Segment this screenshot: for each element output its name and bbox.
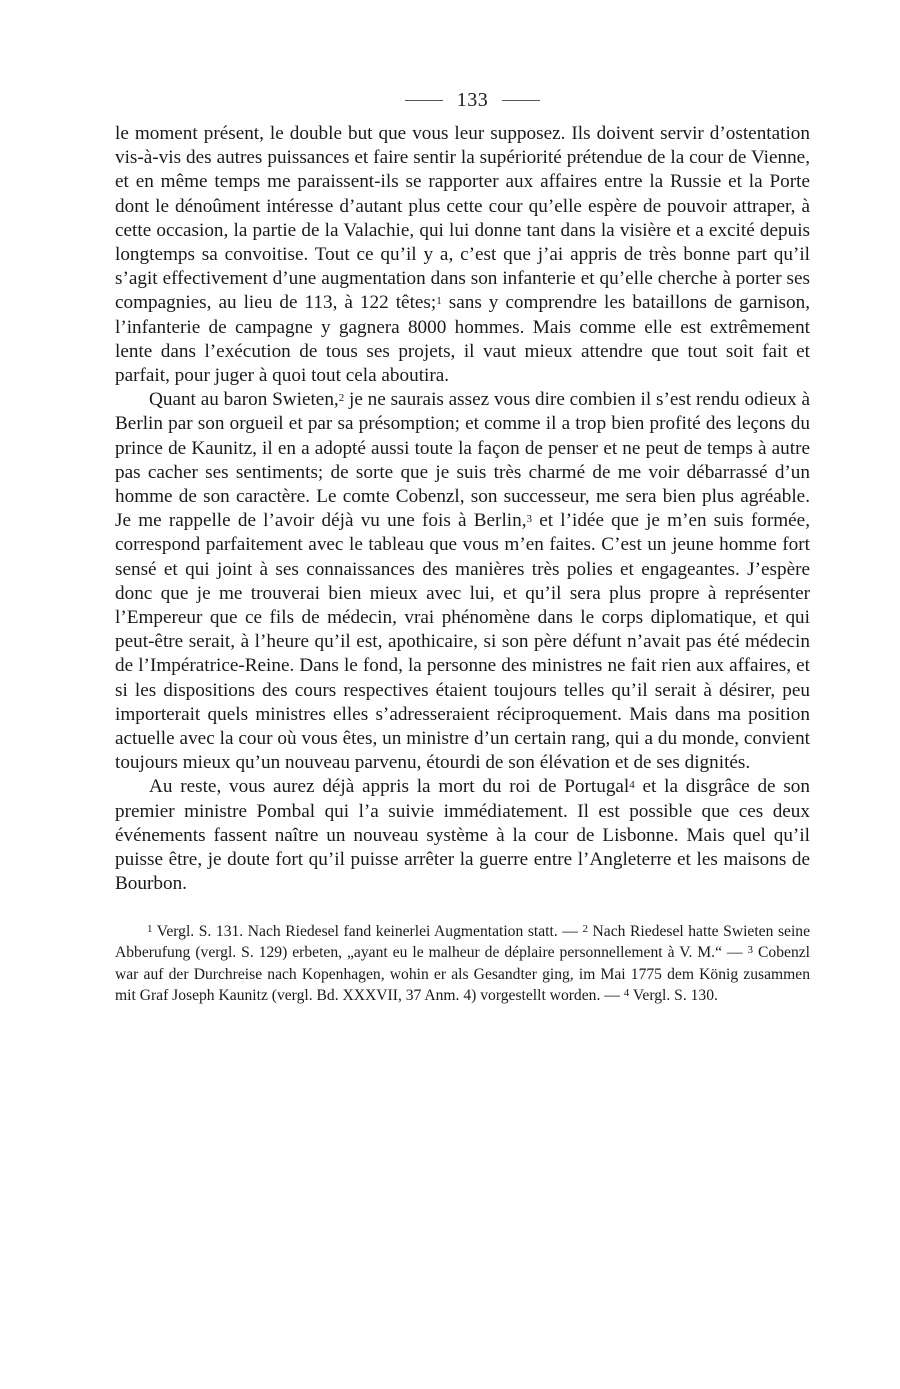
text-run: Au reste, vous aurez déjà appris la mort du roi de Portugal bbox=[149, 776, 630, 798]
text-run: et la disgrâce de son premier ministre Pombal qui l’a suivie immédiatement. Il est possible que ces deux événements fassent naître un nouveau système à la cour de Lisbonne. Mais quel qu’il puisse être, je doute fort qu’il puisse arrêter la guerre entre l’Angleterre et les maisons de Bourbon. bbox=[115, 776, 810, 895]
text-run: Nach Riedesel hatte Swieten seine Abberufung (vergl. S. 129) erbeten, „ayant eu le malheur de déplaire personnellement à V. M.“ — bbox=[115, 922, 810, 962]
text-run: Cobenzl war auf der Durchreise nach Kopenhagen, wohin er als Gesandter ging, im Mai 1775 dem König zusammen mit Graf Joseph Kaunitz (vergl. Bd. XXXVII, 37 Anm. 4) vorgestellt worden. — bbox=[115, 944, 810, 1005]
text-run: sans y comprendre les bataillons de garnison, l’infanterie de campagne y gagnera 8000 hommes. Mais comme elle est extrêmement lente dans l’exécution de tous ses projets, il vaut mieux attendre que tout soit fait et parfait, pour juger à quoi tout cela aboutira. bbox=[115, 292, 811, 387]
footnote-marker: 3 bbox=[526, 513, 533, 526]
paragraph bbox=[115, 775, 810, 896]
text-run: Vergl. S. 130. bbox=[629, 987, 718, 1005]
footnote-marker: 3 bbox=[747, 944, 754, 957]
page bbox=[115, 84, 810, 1007]
paragraph bbox=[115, 388, 810, 775]
page-number: 133 bbox=[456, 88, 489, 111]
footnote-marker: 1 bbox=[436, 295, 442, 308]
text-run: je ne saurais assez vous dire combien il s’est rendu odieux à Berlin par son orgueil et par sa présomption; et comme il a trop bien profité des leçons du prince de Kaunitz, il en a adopté aussi toute la façon de penser et ne peut de temps à autre pas cacher ses sentiments; de sorte que je suis très charmé de me voir débarrassé d’un homme de son caractère. Le comte Cobenzl, son successeur, me sera bien plus agréable. Je me rappelle de l’avoir déjà vu une fois à Berlin, bbox=[115, 389, 810, 532]
header-rule-right bbox=[502, 100, 540, 101]
text-run: et l’idée que je m’en suis formée, correspond parfaitement avec le tableau que vous m’en faites. C’est un jeune homme fort sensé et qui joint à ses connaissances des manières très polies et engageantes. J’espère donc que je me trouverai bien mieux avec lui, et qu’il sera plus propre à représenter l’Empereur que ce fils de médecin, vrai phénomène dans le corps diplomatique, et qui peut-être serait, à l’heure qu’il est, apothicaire, si son père défunt n’avait pas été médecin de l’Impératrice-Reine. Dans le fond, la personne des ministres ne fait rien aux affaires, et si les dispositions des cours respectives étaient toujours telles qu’il serait à désirer, peu importerait quels ministres elles s’adresseraient réciproquement. Mais dans ma position actuelle avec la cour où vous êtes, un ministre d’un certain rang, qui a du monde, convient toujours mieux qu’un nouveau parvenu, étourdi de son élévation et de ses dignités. bbox=[115, 510, 810, 774]
footnote-marker: 2 bbox=[582, 922, 588, 935]
paragraph bbox=[115, 122, 810, 388]
footnotes bbox=[115, 921, 810, 1007]
text-run: Quant au baron Swieten, bbox=[149, 389, 339, 411]
text-run: le moment présent, le double but que vous leur supposez. Ils doivent servir d’ostentation vis-à-vis des autres puissances et faire sentir la supériorité prétendue de la cour de Vienne, et en même temps me paraissent-ils se rapporter aux affaires entre la Russie et la Porte dont le dénoûment intéresse d’autant plus cette cour qu’elle espère de pouvoir attraper, à cette occasion, la partie de la Valachie, qui lui donne tant dans la visière et a excité depuis longtemps sa convoitise. Tout ce qu’il y a, c’est que j’ai appris de très bonne part qu’il s’agit effectivement d’une augmentation dans son infanterie et qu’elle cherche à porter ses compagnies, au lieu de 113, à 122 têtes; bbox=[115, 123, 810, 314]
footnote-marker: 1 bbox=[147, 922, 153, 935]
text-run: Vergl. S. 131. Nach Riedesel fand keinerlei Augmentation statt. — bbox=[152, 922, 583, 940]
header-rule-left bbox=[405, 100, 443, 101]
page-header bbox=[135, 84, 810, 116]
footnote-marker: 2 bbox=[338, 392, 345, 405]
body-text bbox=[115, 122, 810, 897]
footnote-marker: 4 bbox=[629, 779, 635, 792]
footnote-marker: 4 bbox=[623, 987, 630, 1000]
